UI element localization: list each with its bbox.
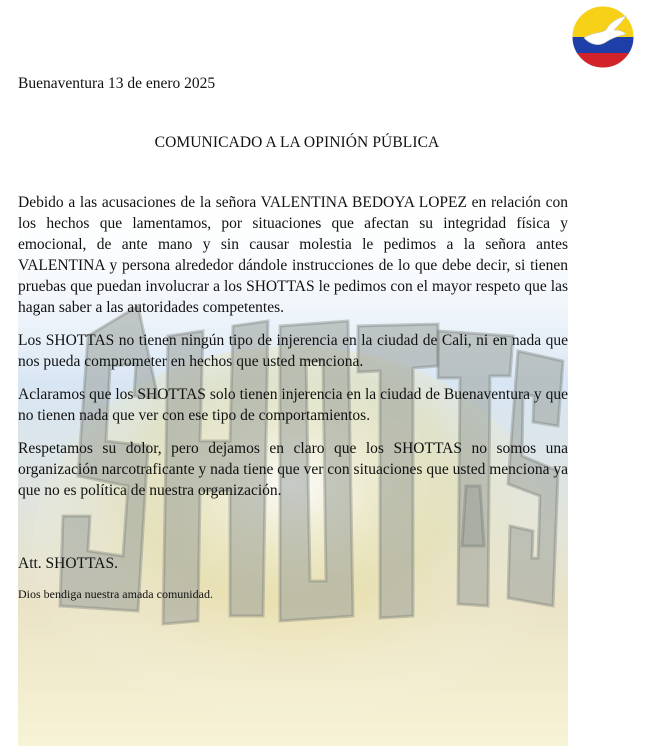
blessing-line: Dios bendiga nuestra amada comunidad. [18, 587, 213, 601]
dove-flag-icon [570, 4, 636, 70]
signature: Att. SHOTTAS. [18, 555, 118, 572]
place-date: Buenaventura 13 de enero 2025 [18, 75, 216, 92]
paragraph-4: Respetamos su dolor, pero dejamos en claro que los SHOTTAS no somos una organización narcotraficante y nada tiene que ver con situaciones que usted menciona ya que no es política de nuestra organización. [18, 440, 568, 499]
paragraph-3: Aclaramos que los SHOTTAS solo tienen injerencia en la ciudad de Buenaventura y que no tienen nada que ver con ese tipo de comportamientos. [18, 386, 568, 424]
paragraph-1: Debido a las acusaciones de la señora VALENTINA BEDOYA LOPEZ en relación con los hechos que lamentamos, por situaciones que afectan su integridad física y emocional, de ante mano y sin causar molestia le pedimos a la señora antes VALENTINA y persona alrededor dándole instrucciones de lo que debe decir, si tienen pruebas que puedan involucrar a los SHOTTAS le pedimos con el mayor respeto que las hagan saber a las autoridades competentes. [18, 194, 568, 316]
document-body [18, 192, 568, 513]
paragraph-2: Los SHOTTAS no tienen ningún tipo de injerencia en la ciudad de Cali, ni en nada que nos pueda comprometer en hechos que usted menciona. [18, 332, 568, 370]
document-title: COMUNICADO A LA OPINIÓN PÚBLICA [154, 134, 440, 151]
